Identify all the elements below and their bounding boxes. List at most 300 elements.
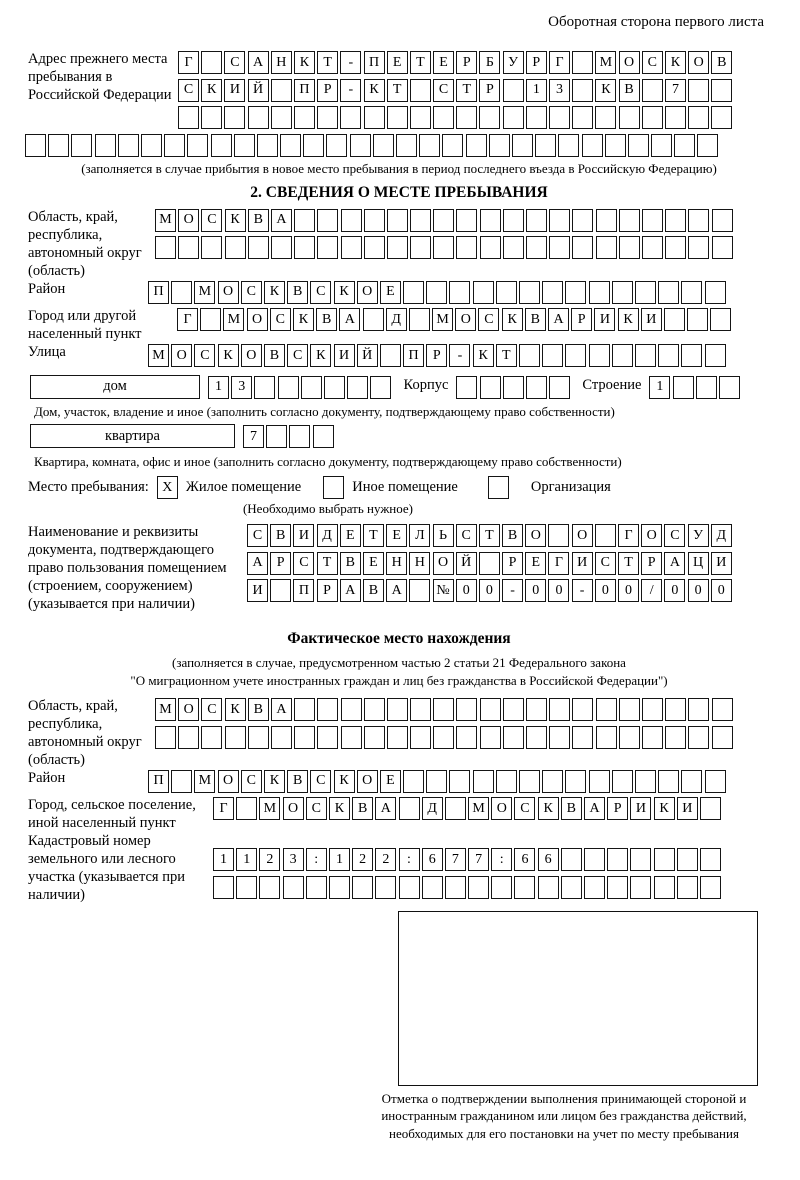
char-box[interactable]: А bbox=[340, 579, 361, 602]
char-box[interactable]: Р bbox=[571, 308, 592, 331]
char-box[interactable]: О bbox=[178, 698, 199, 721]
char-box[interactable]: 0 bbox=[688, 579, 709, 602]
char-box[interactable] bbox=[317, 209, 338, 232]
char-box[interactable] bbox=[236, 876, 257, 899]
char-box[interactable] bbox=[607, 876, 628, 899]
char-box[interactable]: Е bbox=[525, 552, 546, 575]
char-box[interactable] bbox=[681, 344, 702, 367]
char-box[interactable] bbox=[211, 134, 232, 157]
char-box[interactable] bbox=[301, 376, 322, 399]
char-box[interactable]: К bbox=[473, 344, 494, 367]
char-box[interactable] bbox=[549, 376, 570, 399]
char-box[interactable]: Т bbox=[618, 552, 639, 575]
char-box[interactable] bbox=[178, 236, 199, 259]
char-box[interactable] bbox=[271, 106, 292, 129]
char-box[interactable] bbox=[399, 797, 420, 820]
char-box[interactable]: С bbox=[478, 308, 499, 331]
char-box[interactable]: А bbox=[247, 552, 268, 575]
char-box[interactable]: № bbox=[433, 579, 454, 602]
char-box[interactable] bbox=[234, 134, 255, 157]
char-box[interactable] bbox=[630, 848, 651, 871]
char-box[interactable]: Р bbox=[317, 579, 338, 602]
char-box[interactable] bbox=[187, 134, 208, 157]
char-box[interactable]: 7 bbox=[665, 79, 686, 102]
char-box[interactable] bbox=[489, 134, 510, 157]
char-box[interactable] bbox=[665, 726, 686, 749]
char-box[interactable]: А bbox=[664, 552, 685, 575]
char-box[interactable] bbox=[426, 770, 447, 793]
char-box[interactable] bbox=[681, 770, 702, 793]
char-box[interactable] bbox=[561, 876, 582, 899]
char-box[interactable]: И bbox=[641, 308, 662, 331]
char-box[interactable] bbox=[248, 236, 269, 259]
char-box[interactable] bbox=[410, 79, 431, 102]
char-box[interactable]: С bbox=[247, 524, 268, 547]
char-box[interactable]: 7 bbox=[468, 848, 489, 871]
char-box[interactable] bbox=[619, 106, 640, 129]
char-box[interactable]: Ь bbox=[433, 524, 454, 547]
char-box[interactable]: Е bbox=[380, 770, 401, 793]
char-box[interactable] bbox=[582, 134, 603, 157]
char-box[interactable] bbox=[665, 106, 686, 129]
char-box[interactable] bbox=[257, 134, 278, 157]
char-box[interactable] bbox=[687, 308, 708, 331]
char-box[interactable] bbox=[595, 524, 616, 547]
char-box[interactable] bbox=[542, 770, 563, 793]
char-box[interactable]: С bbox=[456, 524, 477, 547]
char-box[interactable]: Д bbox=[317, 524, 338, 547]
char-box[interactable] bbox=[317, 698, 338, 721]
char-box[interactable]: 0 bbox=[525, 579, 546, 602]
char-box[interactable]: Т bbox=[479, 524, 500, 547]
char-box[interactable] bbox=[433, 106, 454, 129]
char-box[interactable]: 1 bbox=[236, 848, 257, 871]
char-box[interactable] bbox=[259, 876, 280, 899]
char-box[interactable] bbox=[596, 236, 617, 259]
char-box[interactable]: С bbox=[201, 209, 222, 232]
char-box[interactable] bbox=[561, 848, 582, 871]
char-box[interactable]: 3 bbox=[231, 376, 252, 399]
char-box[interactable] bbox=[95, 134, 116, 157]
char-box[interactable] bbox=[595, 106, 616, 129]
char-box[interactable] bbox=[445, 876, 466, 899]
char-box[interactable] bbox=[565, 281, 586, 304]
char-box[interactable] bbox=[410, 236, 431, 259]
char-box[interactable]: Т bbox=[496, 344, 517, 367]
char-box[interactable] bbox=[654, 876, 675, 899]
char-box[interactable] bbox=[271, 79, 292, 102]
char-box[interactable] bbox=[456, 209, 477, 232]
char-box[interactable] bbox=[341, 698, 362, 721]
char-box[interactable]: Т bbox=[317, 552, 338, 575]
char-box[interactable]: / bbox=[641, 579, 662, 602]
char-box[interactable]: К bbox=[595, 79, 616, 102]
char-box[interactable] bbox=[213, 876, 234, 899]
char-box[interactable] bbox=[433, 698, 454, 721]
char-box[interactable]: К bbox=[201, 79, 222, 102]
char-box[interactable] bbox=[480, 698, 501, 721]
char-box[interactable] bbox=[514, 876, 535, 899]
char-box[interactable] bbox=[665, 209, 686, 232]
char-box[interactable] bbox=[503, 376, 524, 399]
char-box[interactable]: О bbox=[455, 308, 476, 331]
char-box[interactable] bbox=[480, 236, 501, 259]
char-box[interactable] bbox=[200, 308, 221, 331]
char-box[interactable] bbox=[410, 106, 431, 129]
char-box[interactable]: П bbox=[403, 344, 424, 367]
char-box[interactable] bbox=[696, 376, 717, 399]
char-box[interactable]: Р bbox=[641, 552, 662, 575]
char-box[interactable] bbox=[548, 524, 569, 547]
char-box[interactable]: Й bbox=[248, 79, 269, 102]
char-box[interactable]: В bbox=[619, 79, 640, 102]
char-box[interactable]: В bbox=[287, 770, 308, 793]
char-box[interactable] bbox=[468, 876, 489, 899]
char-box[interactable]: О bbox=[178, 209, 199, 232]
char-box[interactable] bbox=[201, 236, 222, 259]
char-box[interactable] bbox=[278, 376, 299, 399]
char-box[interactable] bbox=[480, 376, 501, 399]
char-box[interactable] bbox=[700, 848, 721, 871]
char-box[interactable]: М bbox=[595, 51, 616, 74]
char-box[interactable]: Т bbox=[387, 79, 408, 102]
char-box[interactable] bbox=[619, 698, 640, 721]
char-box[interactable] bbox=[350, 134, 371, 157]
char-box[interactable] bbox=[141, 134, 162, 157]
char-box[interactable]: 3 bbox=[549, 79, 570, 102]
char-box[interactable] bbox=[329, 876, 350, 899]
char-box[interactable] bbox=[410, 698, 431, 721]
char-box[interactable]: Г bbox=[213, 797, 234, 820]
char-box[interactable]: О bbox=[619, 51, 640, 74]
char-box[interactable]: П bbox=[148, 770, 169, 793]
char-box[interactable]: В bbox=[363, 579, 384, 602]
char-box[interactable] bbox=[270, 579, 291, 602]
char-box[interactable] bbox=[387, 236, 408, 259]
char-box[interactable]: 0 bbox=[711, 579, 732, 602]
char-box[interactable] bbox=[225, 726, 246, 749]
char-box[interactable] bbox=[364, 209, 385, 232]
char-box[interactable] bbox=[466, 134, 487, 157]
char-box[interactable] bbox=[619, 209, 640, 232]
char-box[interactable] bbox=[526, 106, 547, 129]
char-box[interactable] bbox=[700, 876, 721, 899]
char-box[interactable] bbox=[449, 281, 470, 304]
char-box[interactable]: К bbox=[264, 770, 285, 793]
char-box[interactable]: Р bbox=[502, 552, 523, 575]
char-box[interactable]: И bbox=[572, 552, 593, 575]
char-box[interactable]: Р bbox=[426, 344, 447, 367]
char-box[interactable] bbox=[419, 134, 440, 157]
char-box[interactable]: С bbox=[310, 770, 331, 793]
char-box[interactable]: : bbox=[399, 848, 420, 871]
char-box[interactable] bbox=[456, 106, 477, 129]
char-box[interactable] bbox=[341, 209, 362, 232]
char-box[interactable]: П bbox=[364, 51, 385, 74]
char-box[interactable]: С bbox=[293, 552, 314, 575]
char-box[interactable]: С bbox=[241, 281, 262, 304]
char-box[interactable]: Е bbox=[363, 552, 384, 575]
char-box[interactable]: И bbox=[247, 579, 268, 602]
char-box[interactable] bbox=[705, 344, 726, 367]
char-box[interactable]: Ц bbox=[688, 552, 709, 575]
char-box[interactable]: - bbox=[502, 579, 523, 602]
char-box[interactable]: И bbox=[630, 797, 651, 820]
char-box[interactable] bbox=[688, 726, 709, 749]
char-box[interactable] bbox=[364, 106, 385, 129]
char-box[interactable]: С bbox=[514, 797, 535, 820]
char-box[interactable] bbox=[526, 236, 547, 259]
char-box[interactable] bbox=[503, 79, 524, 102]
char-box[interactable]: - bbox=[340, 51, 361, 74]
char-box[interactable]: У bbox=[688, 524, 709, 547]
char-box[interactable] bbox=[224, 106, 245, 129]
char-box[interactable]: К bbox=[665, 51, 686, 74]
char-box[interactable]: М bbox=[155, 209, 176, 232]
char-box[interactable] bbox=[674, 134, 695, 157]
char-box[interactable] bbox=[364, 236, 385, 259]
char-box[interactable] bbox=[375, 876, 396, 899]
char-box[interactable]: Г bbox=[177, 308, 198, 331]
char-box[interactable] bbox=[654, 848, 675, 871]
char-box[interactable] bbox=[289, 425, 310, 448]
char-box[interactable] bbox=[491, 876, 512, 899]
char-box[interactable]: С bbox=[270, 308, 291, 331]
char-box[interactable] bbox=[700, 797, 721, 820]
char-box[interactable] bbox=[449, 770, 470, 793]
char-box[interactable]: 7 bbox=[243, 425, 264, 448]
char-box[interactable] bbox=[364, 726, 385, 749]
char-box[interactable]: К bbox=[218, 344, 239, 367]
char-box[interactable] bbox=[409, 579, 430, 602]
char-box[interactable] bbox=[225, 236, 246, 259]
char-box[interactable]: К bbox=[225, 698, 246, 721]
char-box[interactable] bbox=[503, 106, 524, 129]
char-box[interactable] bbox=[442, 134, 463, 157]
char-box[interactable]: Н bbox=[271, 51, 292, 74]
char-box[interactable] bbox=[596, 209, 617, 232]
char-box[interactable]: П bbox=[148, 281, 169, 304]
char-box[interactable] bbox=[705, 281, 726, 304]
char-box[interactable] bbox=[712, 698, 733, 721]
char-box[interactable]: О bbox=[688, 51, 709, 74]
char-box[interactable] bbox=[628, 134, 649, 157]
char-box[interactable] bbox=[526, 698, 547, 721]
char-box[interactable]: Д bbox=[711, 524, 732, 547]
char-box[interactable] bbox=[519, 770, 540, 793]
char-box[interactable] bbox=[341, 236, 362, 259]
char-box[interactable]: 1 bbox=[649, 376, 670, 399]
char-box[interactable] bbox=[456, 236, 477, 259]
char-box[interactable]: С bbox=[194, 344, 215, 367]
char-box[interactable]: О bbox=[283, 797, 304, 820]
char-box[interactable]: У bbox=[503, 51, 524, 74]
char-box[interactable] bbox=[503, 236, 524, 259]
char-box[interactable]: В bbox=[711, 51, 732, 74]
char-box[interactable]: П bbox=[294, 79, 315, 102]
char-box[interactable] bbox=[535, 134, 556, 157]
char-box[interactable] bbox=[635, 770, 656, 793]
char-box[interactable] bbox=[480, 726, 501, 749]
char-box[interactable]: В bbox=[287, 281, 308, 304]
char-box[interactable] bbox=[271, 726, 292, 749]
char-box[interactable]: М bbox=[223, 308, 244, 331]
char-box[interactable] bbox=[658, 344, 679, 367]
char-box[interactable] bbox=[118, 134, 139, 157]
char-box[interactable] bbox=[710, 308, 731, 331]
char-box[interactable] bbox=[178, 106, 199, 129]
char-box[interactable]: Б bbox=[479, 51, 500, 74]
char-box[interactable]: Р bbox=[607, 797, 628, 820]
char-box[interactable]: - bbox=[572, 579, 593, 602]
char-box[interactable]: В bbox=[248, 698, 269, 721]
char-box[interactable]: В bbox=[270, 524, 291, 547]
char-box[interactable]: 0 bbox=[548, 579, 569, 602]
char-box[interactable] bbox=[658, 770, 679, 793]
char-box[interactable] bbox=[254, 376, 275, 399]
char-box[interactable]: 6 bbox=[514, 848, 535, 871]
char-box[interactable] bbox=[303, 134, 324, 157]
char-box[interactable] bbox=[549, 209, 570, 232]
char-box[interactable] bbox=[403, 281, 424, 304]
char-box[interactable]: П bbox=[293, 579, 314, 602]
char-box[interactable] bbox=[473, 770, 494, 793]
char-box[interactable]: И bbox=[711, 552, 732, 575]
char-box[interactable] bbox=[572, 236, 593, 259]
char-box[interactable] bbox=[503, 698, 524, 721]
char-box[interactable]: 0 bbox=[595, 579, 616, 602]
char-box[interactable]: К bbox=[334, 770, 355, 793]
char-box[interactable]: Е bbox=[387, 51, 408, 74]
char-box[interactable] bbox=[558, 134, 579, 157]
char-box[interactable] bbox=[572, 51, 593, 74]
char-box[interactable]: К bbox=[225, 209, 246, 232]
char-box[interactable] bbox=[651, 134, 672, 157]
char-box[interactable]: С bbox=[241, 770, 262, 793]
char-box[interactable]: Н bbox=[386, 552, 407, 575]
char-box[interactable]: И bbox=[677, 797, 698, 820]
char-box[interactable]: С bbox=[178, 79, 199, 102]
char-box[interactable] bbox=[370, 376, 391, 399]
char-box[interactable] bbox=[479, 552, 500, 575]
char-box[interactable] bbox=[496, 770, 517, 793]
char-box[interactable] bbox=[396, 134, 417, 157]
char-box[interactable] bbox=[519, 281, 540, 304]
char-box[interactable] bbox=[688, 79, 709, 102]
char-box[interactable] bbox=[363, 308, 384, 331]
char-box[interactable] bbox=[341, 726, 362, 749]
char-box[interactable] bbox=[171, 281, 192, 304]
char-box[interactable] bbox=[712, 236, 733, 259]
char-box[interactable] bbox=[387, 698, 408, 721]
char-box[interactable] bbox=[607, 848, 628, 871]
char-box[interactable]: В bbox=[340, 552, 361, 575]
char-box[interactable]: 2 bbox=[375, 848, 396, 871]
char-box[interactable] bbox=[294, 209, 315, 232]
char-box[interactable] bbox=[688, 106, 709, 129]
char-box[interactable]: Й bbox=[456, 552, 477, 575]
char-box[interactable] bbox=[326, 134, 347, 157]
char-box[interactable]: О bbox=[641, 524, 662, 547]
char-box[interactable] bbox=[665, 698, 686, 721]
char-box[interactable]: Л bbox=[409, 524, 430, 547]
char-box[interactable]: И bbox=[293, 524, 314, 547]
char-box[interactable]: С bbox=[310, 281, 331, 304]
char-box[interactable] bbox=[433, 236, 454, 259]
char-box[interactable] bbox=[387, 106, 408, 129]
char-box[interactable]: 0 bbox=[618, 579, 639, 602]
char-box[interactable]: Р bbox=[270, 552, 291, 575]
char-box[interactable] bbox=[697, 134, 718, 157]
char-box[interactable] bbox=[677, 876, 698, 899]
char-box[interactable] bbox=[248, 726, 269, 749]
char-box[interactable]: 1 bbox=[208, 376, 229, 399]
char-box[interactable]: Д bbox=[422, 797, 443, 820]
char-box[interactable] bbox=[373, 134, 394, 157]
char-box[interactable] bbox=[642, 106, 663, 129]
char-box[interactable] bbox=[201, 106, 222, 129]
char-box[interactable]: А bbox=[548, 308, 569, 331]
char-box[interactable]: А bbox=[339, 308, 360, 331]
char-box[interactable]: О bbox=[433, 552, 454, 575]
char-box[interactable]: Т bbox=[456, 79, 477, 102]
char-box[interactable]: В bbox=[264, 344, 285, 367]
char-box[interactable]: О bbox=[218, 281, 239, 304]
char-box[interactable] bbox=[409, 308, 430, 331]
char-box[interactable] bbox=[642, 726, 663, 749]
char-box[interactable]: О bbox=[357, 770, 378, 793]
char-box[interactable] bbox=[503, 726, 524, 749]
char-box[interactable] bbox=[605, 134, 626, 157]
char-box[interactable] bbox=[403, 770, 424, 793]
char-box[interactable] bbox=[619, 236, 640, 259]
char-box[interactable]: Н bbox=[409, 552, 430, 575]
char-box[interactable]: К bbox=[502, 308, 523, 331]
char-box[interactable]: С bbox=[664, 524, 685, 547]
char-box[interactable] bbox=[596, 726, 617, 749]
char-box[interactable] bbox=[596, 698, 617, 721]
char-box[interactable] bbox=[572, 726, 593, 749]
char-box[interactable] bbox=[542, 281, 563, 304]
char-box[interactable] bbox=[387, 209, 408, 232]
char-box[interactable] bbox=[201, 726, 222, 749]
char-box[interactable] bbox=[711, 79, 732, 102]
char-box[interactable] bbox=[681, 281, 702, 304]
char-box[interactable]: 0 bbox=[664, 579, 685, 602]
char-box[interactable] bbox=[456, 376, 477, 399]
char-box[interactable]: А bbox=[271, 209, 292, 232]
char-box[interactable] bbox=[480, 209, 501, 232]
char-box[interactable] bbox=[410, 726, 431, 749]
char-box[interactable]: М bbox=[194, 770, 215, 793]
char-box[interactable] bbox=[619, 726, 640, 749]
char-box[interactable]: Д bbox=[386, 308, 407, 331]
char-box[interactable] bbox=[549, 726, 570, 749]
char-box[interactable]: Т bbox=[317, 51, 338, 74]
char-box[interactable] bbox=[178, 726, 199, 749]
char-box[interactable] bbox=[612, 770, 633, 793]
char-box[interactable] bbox=[665, 236, 686, 259]
char-box[interactable] bbox=[705, 770, 726, 793]
checkbox-inoe[interactable] bbox=[323, 476, 344, 499]
char-box[interactable] bbox=[294, 698, 315, 721]
char-box[interactable] bbox=[673, 376, 694, 399]
char-box[interactable]: И bbox=[594, 308, 615, 331]
char-box[interactable]: 6 bbox=[422, 848, 443, 871]
char-box[interactable] bbox=[565, 770, 586, 793]
char-box[interactable]: Е bbox=[433, 51, 454, 74]
char-box[interactable]: К bbox=[310, 344, 331, 367]
